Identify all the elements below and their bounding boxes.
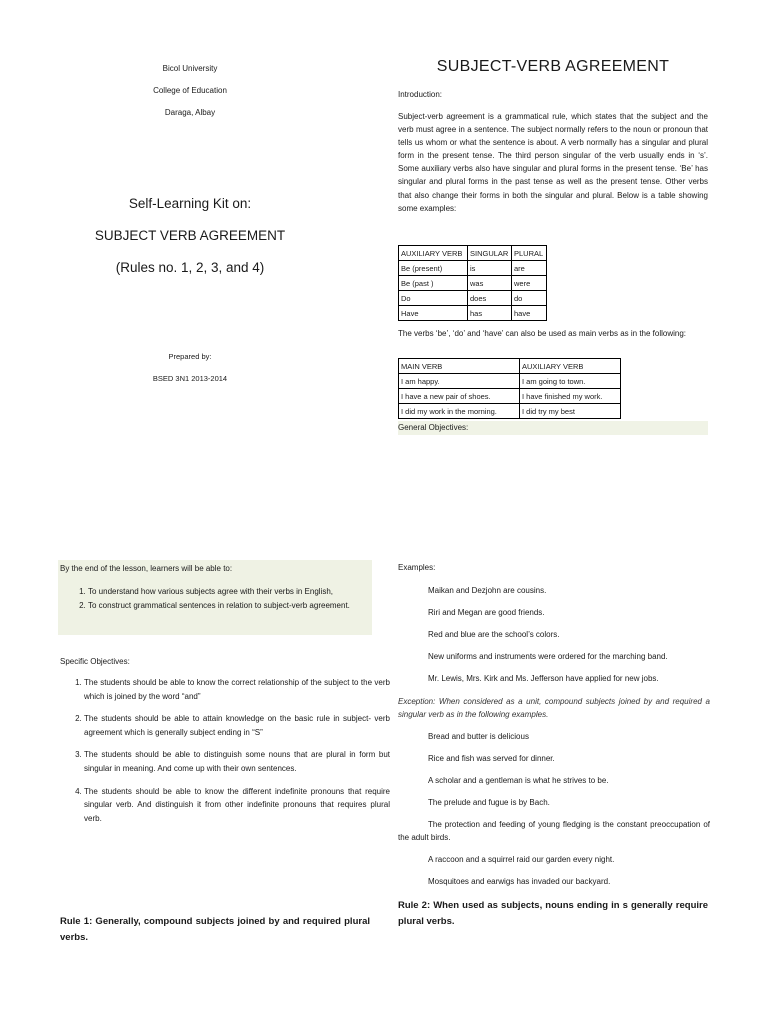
table-cell: were (512, 276, 547, 291)
introduction-paragraph: Subject-verb agreement is a grammatical rule, which states that the subject and the verb must agree in a sentence. The subject normally refers to the noun or pronoun that tells us whom or what the sentence is about. A verb normally has a singular and plural form in the present tense. The third person singular of the verb usually ends in ‘s’. Some auxiliary verbs also have singular and plural forms in the present tense. ‘Be’ has singular and plural forms in the past tense as well as the present tense. Other verbs that also change their forms in both the singular and plural. Below is a table showing some examples: (398, 112, 708, 213)
list-item: 1. The students should be able to know the correct relationship of the subject to the verb which is joined by the word “and” (84, 676, 390, 703)
examples-heading: Examples: (398, 563, 436, 572)
college-name: College of Education (153, 86, 227, 95)
table-header-cell: AUXILIARY VERB (520, 359, 621, 374)
table-header-cell: MAIN VERB (399, 359, 520, 374)
example-item: New uniforms and instruments were ordered for the marching band. (428, 652, 668, 661)
list-item: 3. The students should be able to distinguish some nouns that are plural in form but singular in meaning. And come up with their own sentences. (84, 748, 390, 775)
prepared-by-name: BSED 3N1 2013-2014 (152, 374, 228, 383)
table-cell: I am happy. (399, 374, 520, 389)
example-item: Maikan and Dezjohn are cousins. (428, 586, 547, 595)
kit-title-line3: (Rules no. 1, 2, 3, and 4) (115, 260, 265, 275)
document-title: SUBJECT-VERB AGREEMENT (436, 58, 670, 75)
location: Daraga, Albay (164, 108, 216, 117)
table-cell: I am going to town. (520, 374, 621, 389)
list-item: 2. The students should be able to attain knowledge on the basic rule in subject- verb agreement which is generally subject ending in “S” (84, 712, 390, 739)
cover-header (60, 58, 320, 124)
kit-title-line1: Self-Learning Kit on: (128, 196, 252, 211)
table-cell: I did my work in the morning. (399, 404, 520, 419)
table-row (399, 261, 547, 276)
auxiliary-verb-table (398, 245, 547, 321)
example-item: Red and blue are the school’s colors. (428, 630, 560, 639)
table-row (399, 276, 547, 291)
introduction-heading: Introduction: (398, 90, 443, 99)
general-objectives-list (74, 585, 380, 613)
rule-2: Rule 2: When used as subjects, nouns ending in s generally require plural verbs. (398, 900, 708, 927)
list-item: 4. The students should be able to know the different indefinite pronouns that require singular verb. And distinguish it from other indefinite pronouns that requires plural verb. (84, 785, 390, 826)
example-item: Mr. Lewis, Mrs. Kirk and Ms. Jefferson have applied for new jobs. (428, 674, 659, 683)
objectives-intro: By the end of the lesson, learners will be able to: (60, 564, 233, 573)
singular-example: The protection and feeding of young fledging is the constant preoccupation of the adult birds. (398, 820, 710, 842)
table-cell: are (512, 261, 547, 276)
table-cell: does (468, 291, 512, 306)
general-objectives-heading: General Objectives: (398, 421, 708, 435)
table-cell: do (512, 291, 547, 306)
list-item: 1. To understand how various subjects agree with their verbs in English, (88, 585, 380, 598)
rule-1: Rule 1: Generally, compound subjects joined by and required plural verbs. (60, 916, 370, 943)
table-row (399, 291, 547, 306)
table-cell: is (468, 261, 512, 276)
singular-example: Mosquitoes and earwigs has invaded our backyard. (428, 877, 611, 886)
table-cell: has (468, 306, 512, 321)
kit-title (60, 188, 320, 284)
table-header-cell: PLURAL (512, 246, 547, 261)
table-cell: Do (399, 291, 468, 306)
table-row (399, 404, 621, 419)
table-header-row (399, 359, 621, 374)
table-cell: I have finished my work. (520, 389, 621, 404)
exception-note: Exception: When considered as a unit, compound subjects joined by and required a singular verb as in the following examples. (398, 697, 710, 719)
table-header-cell: SINGULAR (468, 246, 512, 261)
table-cell: Have (399, 306, 468, 321)
table-row (399, 389, 621, 404)
singular-example: The prelude and fugue is by Bach. (428, 798, 550, 807)
table-header-row (399, 246, 547, 261)
singular-example: Bread and butter is delicious (428, 732, 529, 741)
prepared-label: Prepared by: (168, 352, 212, 361)
table-row (399, 306, 547, 321)
kit-title-line2: SUBJECT VERB AGREEMENT (94, 228, 286, 243)
main-verbs-intro: The verbs ‘be’, ‘do’ and ‘have’ can also be used as main verbs as in the following: (398, 329, 687, 338)
table-cell: Be (present) (399, 261, 468, 276)
table-row (399, 374, 621, 389)
table-cell: I did try my best (520, 404, 621, 419)
main-verb-table (398, 358, 621, 419)
singular-example: A raccoon and a squirrel raid our garden every night. (428, 855, 615, 864)
table-cell: I have a new pair of shoes. (399, 389, 520, 404)
singular-example: Rice and fish was served for dinner. (428, 754, 555, 763)
table-cell: was (468, 276, 512, 291)
specific-objectives-heading: Specific Objectives: (60, 657, 130, 666)
table-cell: Be (past ) (399, 276, 468, 291)
prepared-by (110, 346, 270, 390)
specific-objectives-list (62, 676, 390, 834)
singular-example: A scholar and a gentleman is what he strives to be. (428, 776, 609, 785)
list-item: 2. To construct grammatical sentences in relation to subject-verb agreement. (88, 599, 380, 612)
example-item: Riri and Megan are good friends. (428, 608, 545, 617)
university-name: Bicol University (162, 64, 218, 73)
table-cell: have (512, 306, 547, 321)
table-header-cell: AUXILIARY VERB (399, 246, 468, 261)
